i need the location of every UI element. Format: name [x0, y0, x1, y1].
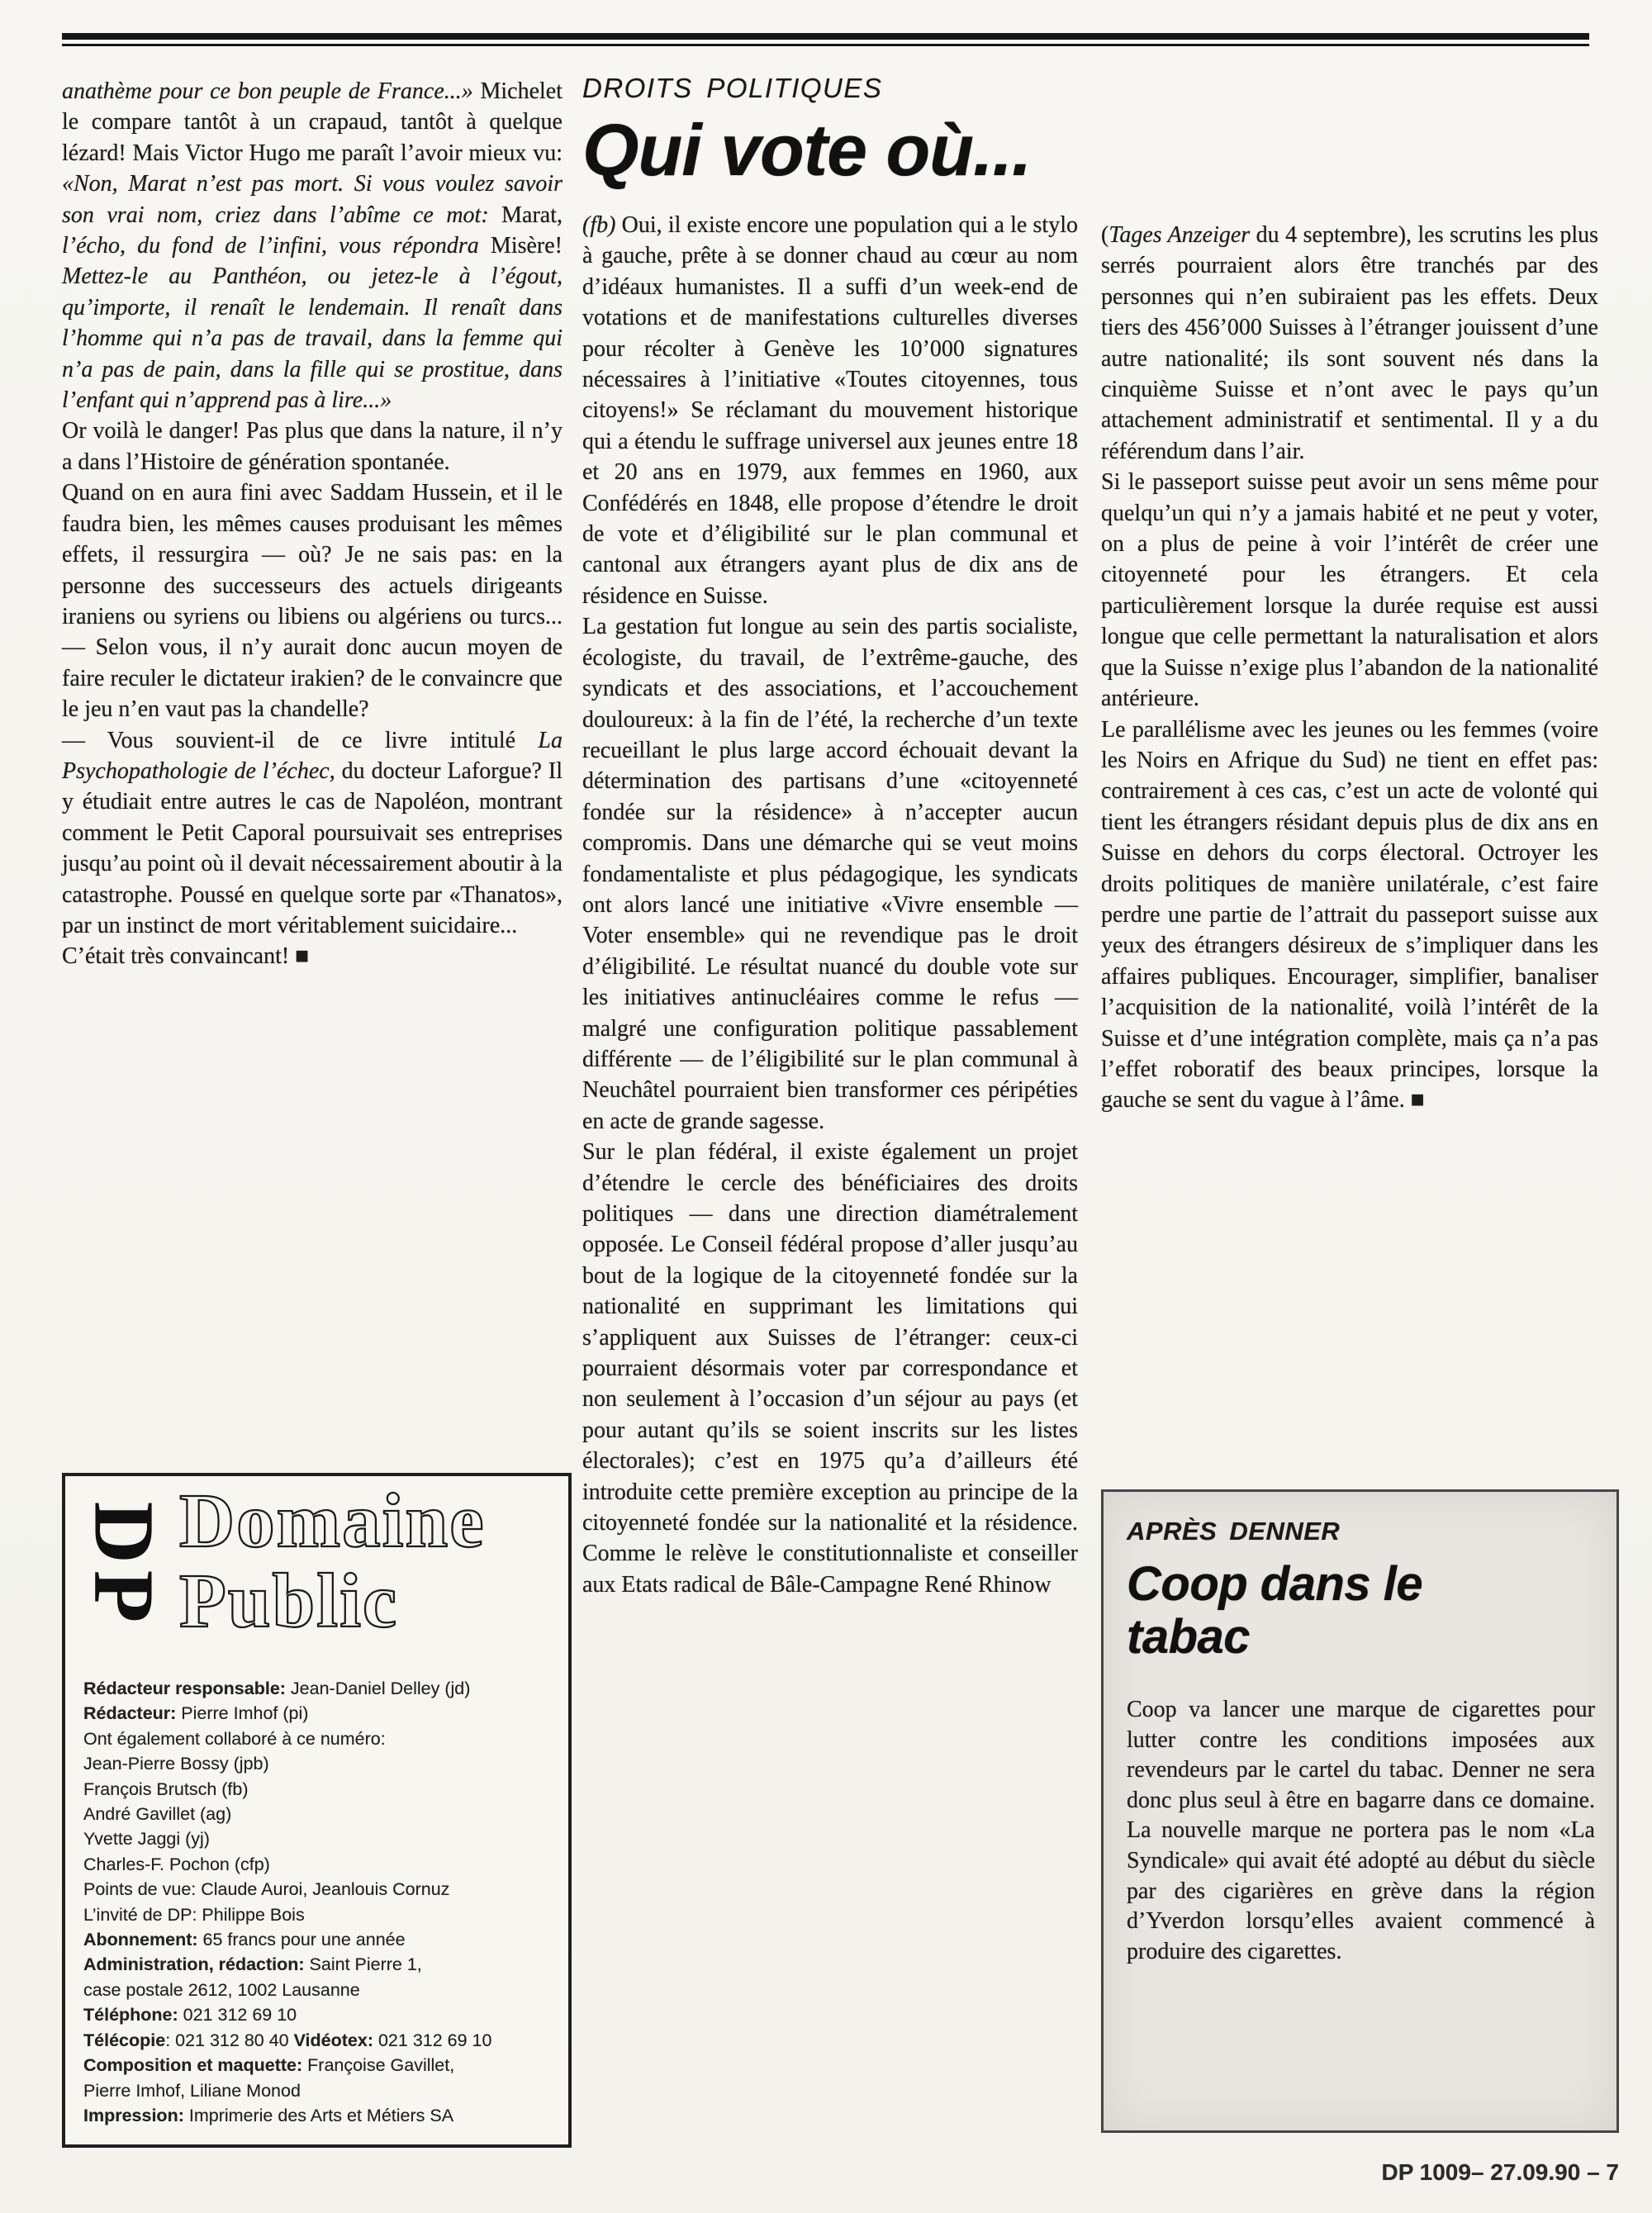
credit-line: Yvette Jaggi (yj) [83, 1829, 210, 1850]
credit-line: Rédacteur: Pierre Imhof (pi) [83, 1703, 309, 1724]
article-paragraph: Si le passeport suisse peut avoir un sens même pour quelqu’un qui n’y a jamais habité et ne peut y voter, on a plus de peine à voir l’intérêt de créer une citoyenneté pour les étrangers. Et cela particulièrement lorsque la durée requise est aussi longue que celle permettant la naturalisation et alors que la Suisse n’exige plus l’abandon de la nationalité antérieure. [1101, 469, 1598, 712]
article-paragraph: (Tages Anzeiger du 4 septembre), les scrutins les plus serrés pourraient alors être tranchés par des personnes qui n’en subiraient pas les effets. Deux tiers des 456’000 Suisses à l’étranger jouissent d’une autre nationalité; ils sont souvent nés dans la cinquième Suisse et n’ont avec le pays qu’un attachement administratif et sentimental. Il y a du référendum dans l’air. [1101, 222, 1598, 464]
article-kicker: DROITS POLITIQUES [582, 73, 883, 103]
article-paragraph: C’était très convaincant! ■ [62, 943, 310, 970]
article-headline: Qui vote où... [582, 109, 1032, 191]
top-rule-thick-line [62, 33, 1589, 40]
credit-line: Impression: Imprimerie des Arts et Métiers SA [83, 2105, 454, 2125]
credit-line: Jean-Pierre Bossy (jpb) [83, 1754, 269, 1774]
top-double-rule [62, 33, 1589, 46]
denner-title: Coop dans le tabac [1127, 1557, 1423, 1664]
masthead-box [62, 1473, 572, 2148]
credit-line: François Brutsch (fb) [83, 1778, 249, 1799]
credit-line: Abonnement: 65 francs pour une année [83, 1930, 406, 1950]
article-paragraph: anathème pour ce bon peuple de France...» Michelet le compare tantôt à un crapaud, tantôt à quelque lézard! Mais Victor Hugo me paraît l’avoir mieux vu: «Non, Marat n’est pas mort. Si vous voulez savoir son vrai nom, criez dans l’abîme ce mot: Marat, l’écho, du fond de l’infini, vous répondra Misère! Mettez-le au Panthéon, ou jetez-le à l’égout, qu’importe, il renaît le lendemain. Il renaît dans l’homme qui n’a pas de travail, dans la femme qui n’a pas de pain, dans la fille qui se prostitue, dans l’enfant qui n’apprend pas à lire...» [62, 78, 563, 414]
masthead-credits [83, 1676, 568, 2128]
article-paragraph: Quand on en aura fini avec Saddam Hussein, et il le faudra bien, les mêmes causes produisant les mêmes effets, il ressurgira — où? Je ne sais pas: en la personne des successeurs des actuels dirigeants iraniens ou syriens ou libiens ou algériens ou turcs... — Selon vous, il n’y aurait donc aucun moyen de faire reculer le dictateur irakien? de le convaincre que le jeu n’en vaut pas la chandelle? [62, 480, 563, 723]
credit-line: Administration, rédaction: Saint Pierre 1, [83, 1954, 422, 1975]
masthead-title-line2: Public [179, 1559, 399, 1644]
article-column-3-text [1101, 220, 1598, 1116]
credit-line: case postale 2612, 1002 Lausanne [83, 1979, 360, 2000]
denner-body [1127, 1695, 1595, 1967]
credit-line: Points de vue: Claude Auroi, Jeanlouis Cornuz [83, 1879, 450, 1900]
credit-line: Téléphone: 021 312 69 10 [83, 2005, 297, 2025]
article-paragraph: La gestation fut longue au sein des partis socialiste, écologiste, du travail, de l’extrême-gauche, des syndicats et des associations, et l’accouchement douloureux: à la fin de l’été, la recherche d’un texte recueillant le plus large accord échouait devant la détermination des partisans d’une «citoyenneté fondée sur la résidence» à n’accepter aucun compromis. Dans une démarche qui se veut moins fondamentaliste et plus pédagogique, les syndicats ont alors lancé une initiative «Vivre ensemble — Voter ensemble» qui ne revendique pas le droit d’éligibilité. Le résultat nuancé du double vote sur les initiatives antinucléaires comme le refus — malgré une configuration politique passablement différente — de l’éligibilité sur le plan communal à Neuchâtel pourraient bien transformer ces péripéties en acte de grande sagesse. [582, 614, 1078, 1134]
credit-line: Composition et maquette: Françoise Gavillet, [83, 2055, 455, 2076]
masthead-title-line1: Domaine [179, 1479, 486, 1564]
article-paragraph: — Vous souvient-il de ce livre intitulé La Psychopathologie de l’échec, du docteur Laforgue? Il y étudiait entre autres le cas de Napoléon, montrant comment le Petit Caporal poursuivait ses entreprises jusqu’au point où il devait nécessairement aboutir à la catastrophe. Poussé en quelque sorte par «Thanatos», par un instinct de mort véritablement suicidaire... [62, 727, 563, 938]
masthead-title [179, 1479, 486, 1644]
credit-line: Télécopie: 021 312 80 40 Vidéotex: 021 312 69 10 [83, 2030, 492, 2050]
article-paragraph: Sur le plan fédéral, il existe également un projet d’étendre le cercle des bénéficiaires des droits politiques — dans une direction diamétralement opposée. Le Conseil fédéral propose d’aller jusqu’au bout de la logique de la citoyenneté fondée sur la nationalité en supprimant les limitations qui s’appliquent aux Suisses de l’étranger: ceux-ci pourraient désormais voter par correspondance et non seulement à l’occasion d’un séjour au pays (et pour autant qu’ils se soient inscrits sur les listes électorales); c’est en 1975 qu’a d’ailleurs été introduite cette première exception au principe de la citoyenneté fondée sur la nationalité et la résidence. Comme le relève le constitutionnaliste et conseiller aux Etats radical de Bâle-Campagne René Rhinow [582, 1139, 1078, 1598]
credit-line: Pierre Imhof, Liliane Monod [83, 2080, 301, 2101]
left-column-article-text [62, 76, 563, 972]
article-column-2-text [582, 210, 1078, 1600]
page-footer: DP 1009– 27.09.90 – 7 [1381, 2159, 1619, 2185]
article-paragraph: (fb) Oui, il existe encore une population qui a le stylo à gauche, prête à se donner chaud au cœur au nom d’idéaux humanistes. Il a suffi d’un week-end de votations et de manifestations culturelles diverses pour récolter à Genève les 10’000 signatures nécessaires à l’initiative «Toutes citoyennes, tous citoyens!» Se réclamant du mouvement historique qui a étendu le suffrage universel aux jeunes entre 18 et 20 ans en 1979, aux femmes en 1960, aux Confédérés en 1848, elle propose d’étendre le droit de vote et d’éligibilité sur le plan communal et cantonal aux étrangers ayant plus de dix ans de résidence en Suisse. [582, 212, 1078, 609]
article-paragraph: Or voilà le danger! Pas plus que dans la nature, il n’y a dans l’Histoire de génération spontanée. [62, 418, 563, 475]
credit-line: L’invité de DP: Philippe Bois [83, 1904, 305, 1925]
credit-line: André Gavillet (ag) [83, 1804, 232, 1825]
credit-line: Ont également collaboré à ce numéro: [83, 1728, 386, 1749]
article-paragraph: Le parallélisme avec les jeunes ou les femmes (voire les Noirs en Afrique du Sud) ne tient en effet pas: contrairement à ces cas, c’est un acte de volonté qui tient les étrangers résidant depuis plus de dix ans en Suisse en dehors du corps électoral. Octroyer les droits politiques de manière unilatérale, c’est faire perdre une partie de l’attrait du passeport suisse aux yeux des étrangers désireux de s’impliquer dans les affaires publiques. Encourager, simplifier, banaliser l’acquisition de la nationalité, voilà l’intérêt de la Suisse et d’une intégration complète, mais ça n’a pas l’effet roboratif des beaux principes, lorsque la gauche se sent du vague à l’âme. ■ [1101, 716, 1598, 1114]
denner-paragraph: Coop va lancer une marque de cigarettes pour lutter contre les conditions imposées aux revendeurs par le cartel du tabac. Denner ne sera donc plus seul à être en bagarre dans ce domaine. La nouvelle marque ne portera pas le nom «La Syndicale» qui avait été adopté au début du siècle par des cigarières en grève dans la région d’Yverdon lorsqu’elles avaient commencé à produire des cigarettes. [1127, 1697, 1595, 1964]
credit-line: Rédacteur responsable: Jean-Daniel Delley (jd) [83, 1679, 471, 1698]
dp-logo [70, 1484, 176, 1646]
middle-column [582, 73, 1078, 1600]
denner-kicker: APRÈS DENNER [1127, 1517, 1341, 1546]
top-rule-thin-line [62, 44, 1589, 46]
dp-logo-letters: DP [76, 1501, 172, 1630]
credit-line: Charles-F. Pochon (cfp) [83, 1854, 270, 1874]
masthead-header [65, 1476, 568, 1651]
denner-box [1101, 1489, 1619, 2133]
